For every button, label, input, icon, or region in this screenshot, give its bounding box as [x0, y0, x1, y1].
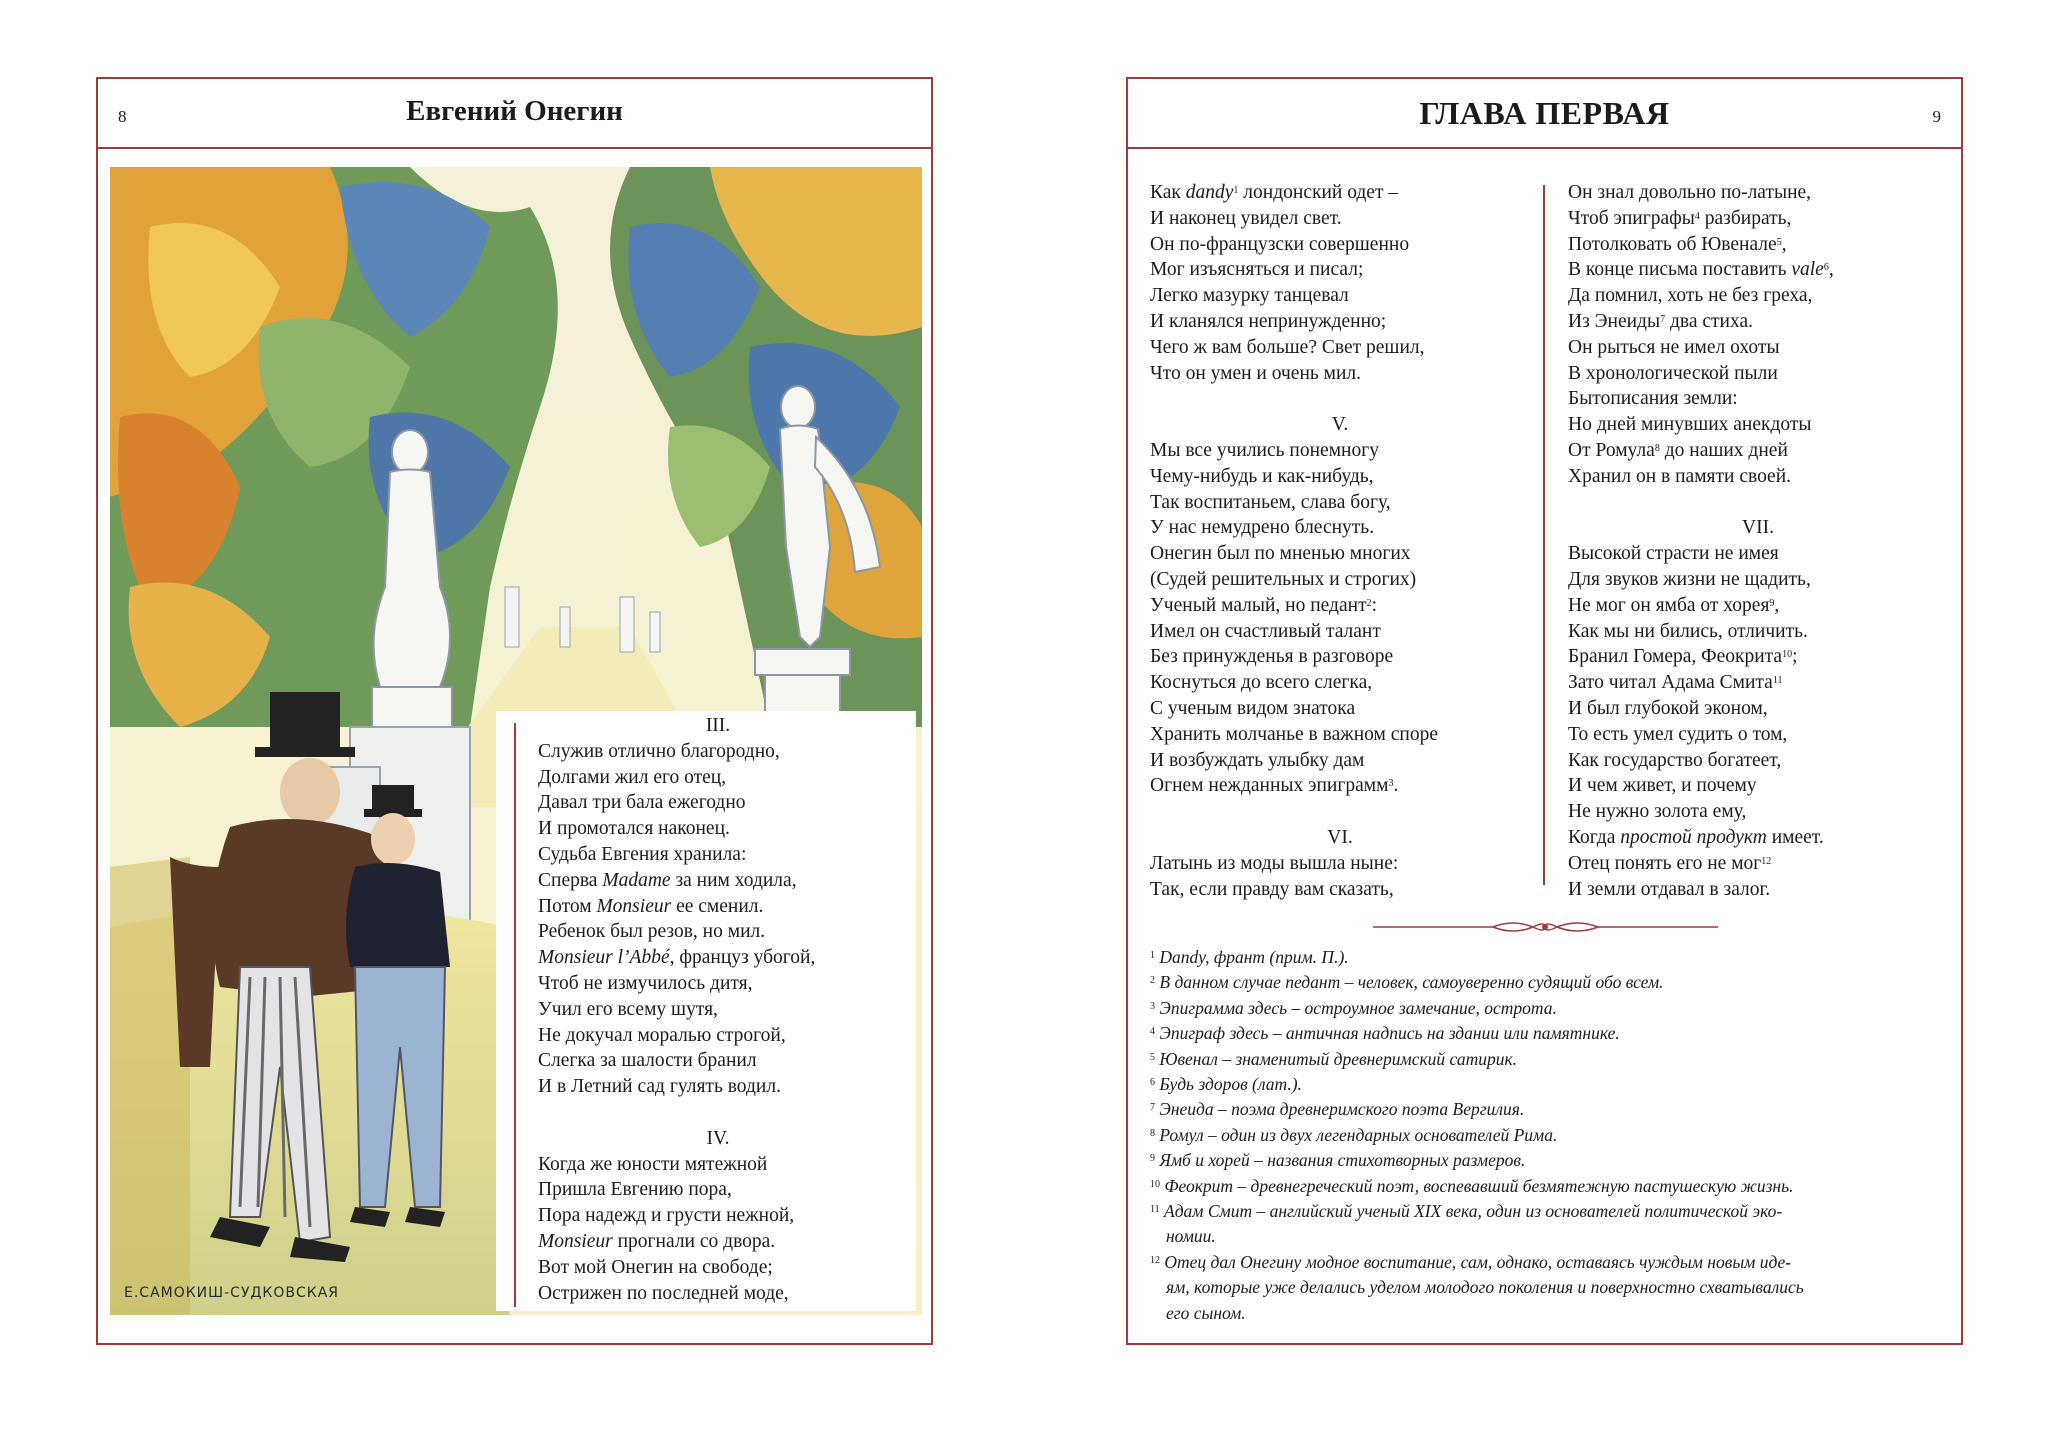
verse-line: Чему-нибудь и как-нибудь,: [1150, 465, 1374, 487]
verse-line: С ученым видом знатока: [1150, 697, 1356, 719]
left-page-number: 8: [118, 107, 127, 126]
verse-line: Monsieur l’Abbé, француз убогой,: [538, 947, 816, 969]
verse-line: Бытописания земли:: [1568, 388, 1738, 410]
verse-line: И промотался наконец.: [538, 818, 730, 840]
footnote: $^{12}$ Отец дал Онегину модное воспитание, сам, однако, оставаясь чуждым новым иде-: [1150, 1251, 1792, 1272]
stanza-number: V.: [1331, 414, 1349, 436]
stanza-number: VI.: [1327, 826, 1353, 848]
verse-line: В конце письма поставить vale$^6$,: [1568, 259, 1834, 281]
left-page-header: [98, 79, 931, 149]
verse-line: Учил его всему шутя,: [538, 998, 718, 1020]
footnote: $^8$ Ромул – один из двух легендарных основателей Рима.: [1150, 1124, 1558, 1145]
footnote: $^9$ Ямб и хорей – названия стихотворных размеров.: [1150, 1150, 1526, 1171]
illustration-signature: Е.САМОКИШ-СУДКОВСКАЯ: [124, 1285, 340, 1301]
verse-line: Зато читал Адама Смита$^{11}$: [1568, 672, 1783, 694]
verse-line: Имел он счастливый талант: [1150, 620, 1381, 642]
verse-line: То есть умел судить о том,: [1568, 723, 1788, 745]
footnote: $^3$ Эпиграмма здесь – остроумное замечание, острота.: [1150, 997, 1557, 1018]
verse-line: Потом Monsieur ее сменил.: [538, 895, 764, 917]
footnote-continuation: номии.: [1166, 1226, 1216, 1247]
footnote-continuation: его сыном.: [1166, 1302, 1246, 1323]
column-divider: [1543, 185, 1545, 885]
verse-line: Мог изъясняться и писал;: [1150, 259, 1364, 281]
verse-line: Огнем нежданных эпиграмм$^3$.: [1150, 775, 1399, 797]
verse-line: В хронологической пыли: [1568, 362, 1778, 384]
verse-line: Как мы ни бились, отличить.: [1568, 620, 1808, 642]
verse-line: Из Энеиды$^7$ два стиха.: [1568, 310, 1754, 332]
verse-line: И чем живет, и почему: [1568, 775, 1757, 797]
verse-line: Бранил Гомера, Феокрита$^{10}$;: [1568, 646, 1798, 668]
verse-column-2: [1568, 180, 1948, 902]
verse-line: Хранил он в памяти своей.: [1568, 465, 1792, 487]
verse-line: Но дней минувших анекдоты: [1568, 414, 1812, 436]
verse-line: И возбуждать улыбку дам: [1150, 749, 1365, 771]
left-verse-rule: [514, 723, 516, 1307]
verse-line: Так воспитаньем, слава богу,: [1150, 491, 1391, 513]
ornament-divider: [1373, 917, 1718, 937]
stanza-gap: [538, 1100, 898, 1126]
right-page-number: 9: [1932, 107, 1941, 126]
verse-line: Ребенок был резов, но мил.: [538, 921, 766, 943]
verse-line: Да помнил, хоть не без греха,: [1568, 285, 1813, 307]
stanza-gap: [1568, 490, 1948, 516]
right-page-title: ГЛАВА ПЕРВАЯ: [1419, 95, 1670, 131]
verse-line: Не нужно золота ему,: [1568, 801, 1747, 823]
verse-line: Отец понять его не мог$^{12}$: [1568, 852, 1772, 874]
verse-line: Он по-французски совершенно: [1150, 233, 1410, 255]
verse-line: Коснуться до всего слегка,: [1150, 672, 1373, 694]
footnote: $^1$ Dandy, франт (прим. П.).: [1150, 947, 1349, 967]
verse-line: И в Летний сад гулять водил.: [538, 1076, 781, 1098]
left-page: [96, 77, 933, 1345]
verse-line: Сперва Madame за ним ходила,: [538, 869, 797, 891]
verse-line: И кланялся непринужденно;: [1150, 310, 1387, 332]
verse-line: Что он умен и очень мил.: [1150, 362, 1362, 384]
verse-line: Долгами жил его отец,: [538, 766, 727, 788]
stanza-number: VII.: [1742, 517, 1774, 539]
stanza-gap: [1150, 799, 1530, 825]
verse-line: Острижен по последней моде,: [538, 1282, 789, 1304]
verse-line: Пришла Евгению пора,: [538, 1179, 732, 1201]
stanza-number: IV.: [706, 1127, 730, 1149]
left-page-title: Евгений Онегин: [406, 95, 623, 127]
verse-line: Monsieur прогнали со двора.: [538, 1230, 776, 1252]
verse-line: Он знал довольно по-латыне,: [1568, 182, 1812, 203]
verse-line: Легко мазурку танцевал: [1150, 285, 1349, 307]
stanza-number: III.: [705, 715, 731, 736]
verse-line: Высокой страсти не имея: [1568, 543, 1779, 565]
verse-line: Как dandy$^1$ лондонский одет –: [1150, 182, 1399, 203]
footnote: $^2$ В данном случае педант – человек, самоуверенно судящий обо всем.: [1150, 972, 1664, 993]
verse-line: Потолковать об Ювенале$^5$,: [1568, 233, 1787, 255]
footnote: $^{10}$ Феокрит – древнегреческий поэт, воспевавший безмятежную пастушескую жизнь.: [1150, 1175, 1794, 1196]
footnote: $^{11}$ Адам Смит – английский ученый XIX века, один из основателей политической эко-: [1150, 1201, 1783, 1222]
verse-line: Вот мой Онегин на свободе;: [538, 1256, 773, 1278]
footnote-continuation: ям, которые уже делались уделом молодого поколения и поверхностно схватывались: [1166, 1277, 1804, 1298]
verse-line: Судьба Евгения хранила:: [538, 843, 747, 865]
verse-line: Для звуков жизни не щадить,: [1568, 568, 1811, 590]
verse-line: Без принужденья в разговоре: [1150, 646, 1394, 668]
verse-line: Как государство богатеет,: [1568, 749, 1782, 771]
verse-line: (Судей решительных и строгих): [1150, 568, 1417, 590]
verse-line: Хранить молчанье в важном споре: [1150, 723, 1438, 745]
footnote: $^5$ Ювенал – знаменитый древнеримский сатирик.: [1150, 1048, 1518, 1069]
verse-line: И был глубокой эконом,: [1568, 697, 1768, 719]
footnote: $^4$ Эпиграф здесь – античная надпись на здании или памятнике.: [1150, 1023, 1620, 1044]
verse-line: Пора надежд и грусти нежной,: [538, 1205, 795, 1227]
right-page: [1126, 77, 1963, 1345]
right-page-header: [1128, 79, 1961, 149]
verse-line: Не докучал моралью строгой,: [538, 1024, 786, 1046]
verse-line: Онегин был по мненью многих: [1150, 543, 1411, 565]
verse-line: Он рыться не имел охоты: [1568, 336, 1780, 358]
verse-line: У нас немудрено блеснуть.: [1150, 517, 1375, 539]
footnotes: [1150, 945, 1950, 1326]
footnote: $^6$ Будь здоров (лат.).: [1150, 1074, 1302, 1095]
footnote: $^7$ Энеида – поэма древнеримского поэта Вергилия.: [1150, 1099, 1525, 1120]
left-verse-column: [538, 713, 898, 1306]
verse-line: И земли отдавал в залог.: [1568, 878, 1771, 900]
verse-line: Чтоб не измучилось дитя,: [538, 972, 753, 994]
verse-line: Так, если правду вам сказать,: [1150, 878, 1394, 900]
verse-line: Чего ж вам больше? Свет решил,: [1150, 336, 1425, 358]
verse-column-1: [1150, 180, 1530, 902]
verse-line: И наконец увидел свет.: [1150, 207, 1342, 229]
verse-line: Когда простой продукт имеет.: [1568, 826, 1824, 848]
verse-line: Мы все учились понемногу: [1150, 439, 1379, 461]
verse-line: Не мог он ямба от хорея$^9$,: [1568, 594, 1780, 616]
verse-line: Служив отлично благородно,: [538, 740, 780, 762]
verse-line: Ученый малый, но педант$^2$:: [1150, 594, 1378, 616]
verse-line: Давал три бала ежегодно: [538, 792, 746, 814]
verse-line: Слегка за шалости бранил: [538, 1050, 757, 1072]
verse-line: Когда же юности мятежной: [538, 1153, 768, 1175]
verse-line: Чтоб эпиграфы$^4$ разбирать,: [1568, 207, 1792, 229]
verse-line: Латынь из моды вышла ныне:: [1150, 852, 1399, 874]
verse-line: От Ромула$^8$ до наших дней: [1568, 439, 1788, 461]
stanza-gap: [1150, 386, 1530, 412]
